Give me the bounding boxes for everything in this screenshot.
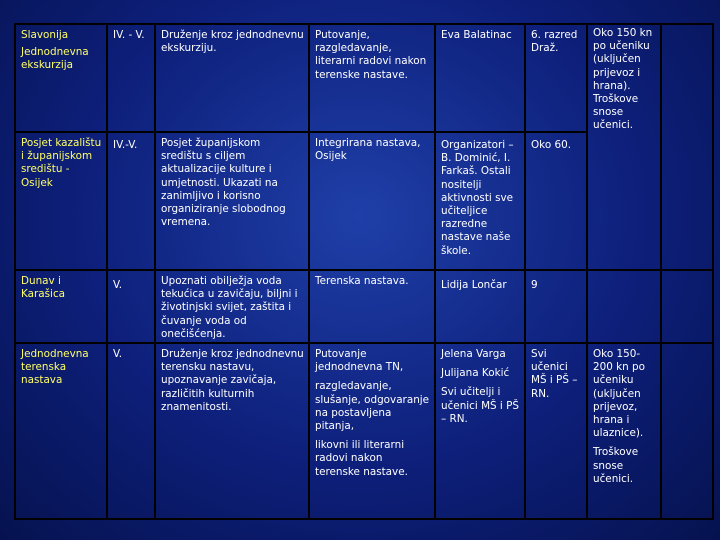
empty-cell bbox=[661, 24, 713, 270]
method-cell bbox=[309, 343, 435, 519]
location-cell bbox=[15, 24, 107, 132]
activities-table bbox=[14, 23, 714, 520]
location-cell: Dunav i Karašica bbox=[15, 270, 107, 343]
empty-cell bbox=[661, 270, 713, 343]
location-cell: Posjet kazalištu i županijskom središtu - Osijek bbox=[15, 132, 107, 270]
leader-cell: Eva Balatinac bbox=[435, 24, 525, 132]
method-line: likovni ili literarni radovi nakon terenske nastave. bbox=[315, 439, 408, 478]
location-text: Slavonija bbox=[21, 29, 69, 41]
location-subtext: Jednodnevna ekskurzija bbox=[21, 46, 89, 72]
cost-text: Oko 150 kn po učeniku (uključen prijevoz i hrana). Troškove snose učenici. bbox=[593, 27, 653, 132]
method-cell: Putovanje, razgledavanje, literarni radovi nakon terenske nastave. bbox=[309, 24, 435, 132]
table-row bbox=[15, 343, 713, 519]
grade-cell: V. bbox=[107, 343, 155, 519]
grade-cell: IV.-V. bbox=[107, 132, 155, 270]
leader-line: Svi učitelji i učenici MŠ i PŠ – RN. bbox=[441, 386, 519, 425]
participants-cell: Svi učenici MŠ i PŠ – RN. bbox=[525, 343, 587, 519]
cost-line: Troškove snose učenici. bbox=[593, 446, 639, 485]
table-row bbox=[15, 24, 713, 132]
leader-cell: Lidija Lončar bbox=[435, 270, 525, 343]
empty-cell bbox=[661, 343, 713, 519]
goal-cell: Posjet županijskom središtu s ciljem aktualizacije kulture i umjetnosti. Ukazati na zanimljivo i korisno organiziranje slobodnog vremena. bbox=[155, 132, 309, 270]
method-line: Putovanje jednodnevna TN, bbox=[315, 348, 404, 374]
leader-line: Jelena Varga bbox=[441, 348, 506, 360]
participants-cell: 6. razred Draž. bbox=[525, 24, 587, 132]
leader-line: Julijana Kokić bbox=[441, 367, 510, 380]
location-cell: Jednodnevna terenska nastava bbox=[15, 343, 107, 519]
participants-cell: Oko 60. bbox=[525, 132, 587, 270]
leader-cell bbox=[435, 343, 525, 519]
method-cell: Integrirana nastava, Osijek bbox=[309, 132, 435, 270]
grade-cell: V. bbox=[107, 270, 155, 343]
cost-cell bbox=[587, 343, 661, 519]
method-line: razgledavanje, slušanje, odgovaranje na postavljena pitanja, bbox=[315, 380, 430, 433]
leader-cell: Organizatori – B. Dominić, I. Farkaš. Ostali nositelji aktivnosti sve učiteljice razredne nastave naše škole. bbox=[435, 132, 525, 270]
goal-cell: Druženje kroz jednodnevnu terensku nastavu, upoznavanje zavičaja, različitih kulturnih znamenitosti. bbox=[155, 343, 309, 519]
cost-line: Oko 150-200 kn po učeniku (uključen prijevoz, hrana i ulaznice). bbox=[593, 348, 645, 440]
method-cell: Terenska nastava. bbox=[309, 270, 435, 343]
goal-cell: Upoznati obilježja voda tekućica u zavičaju, biljni i životinjski svijet, zaštita i čuvanje voda od onečišćenja. bbox=[155, 270, 309, 343]
table-row bbox=[15, 270, 713, 343]
participants-cell: 9 bbox=[525, 270, 587, 343]
cost-cell bbox=[587, 24, 661, 270]
grade-cell: IV. - V. bbox=[107, 24, 155, 132]
cost-cell bbox=[587, 270, 661, 343]
goal-cell: Druženje kroz jednodnevnu ekskurziju. bbox=[155, 24, 309, 132]
